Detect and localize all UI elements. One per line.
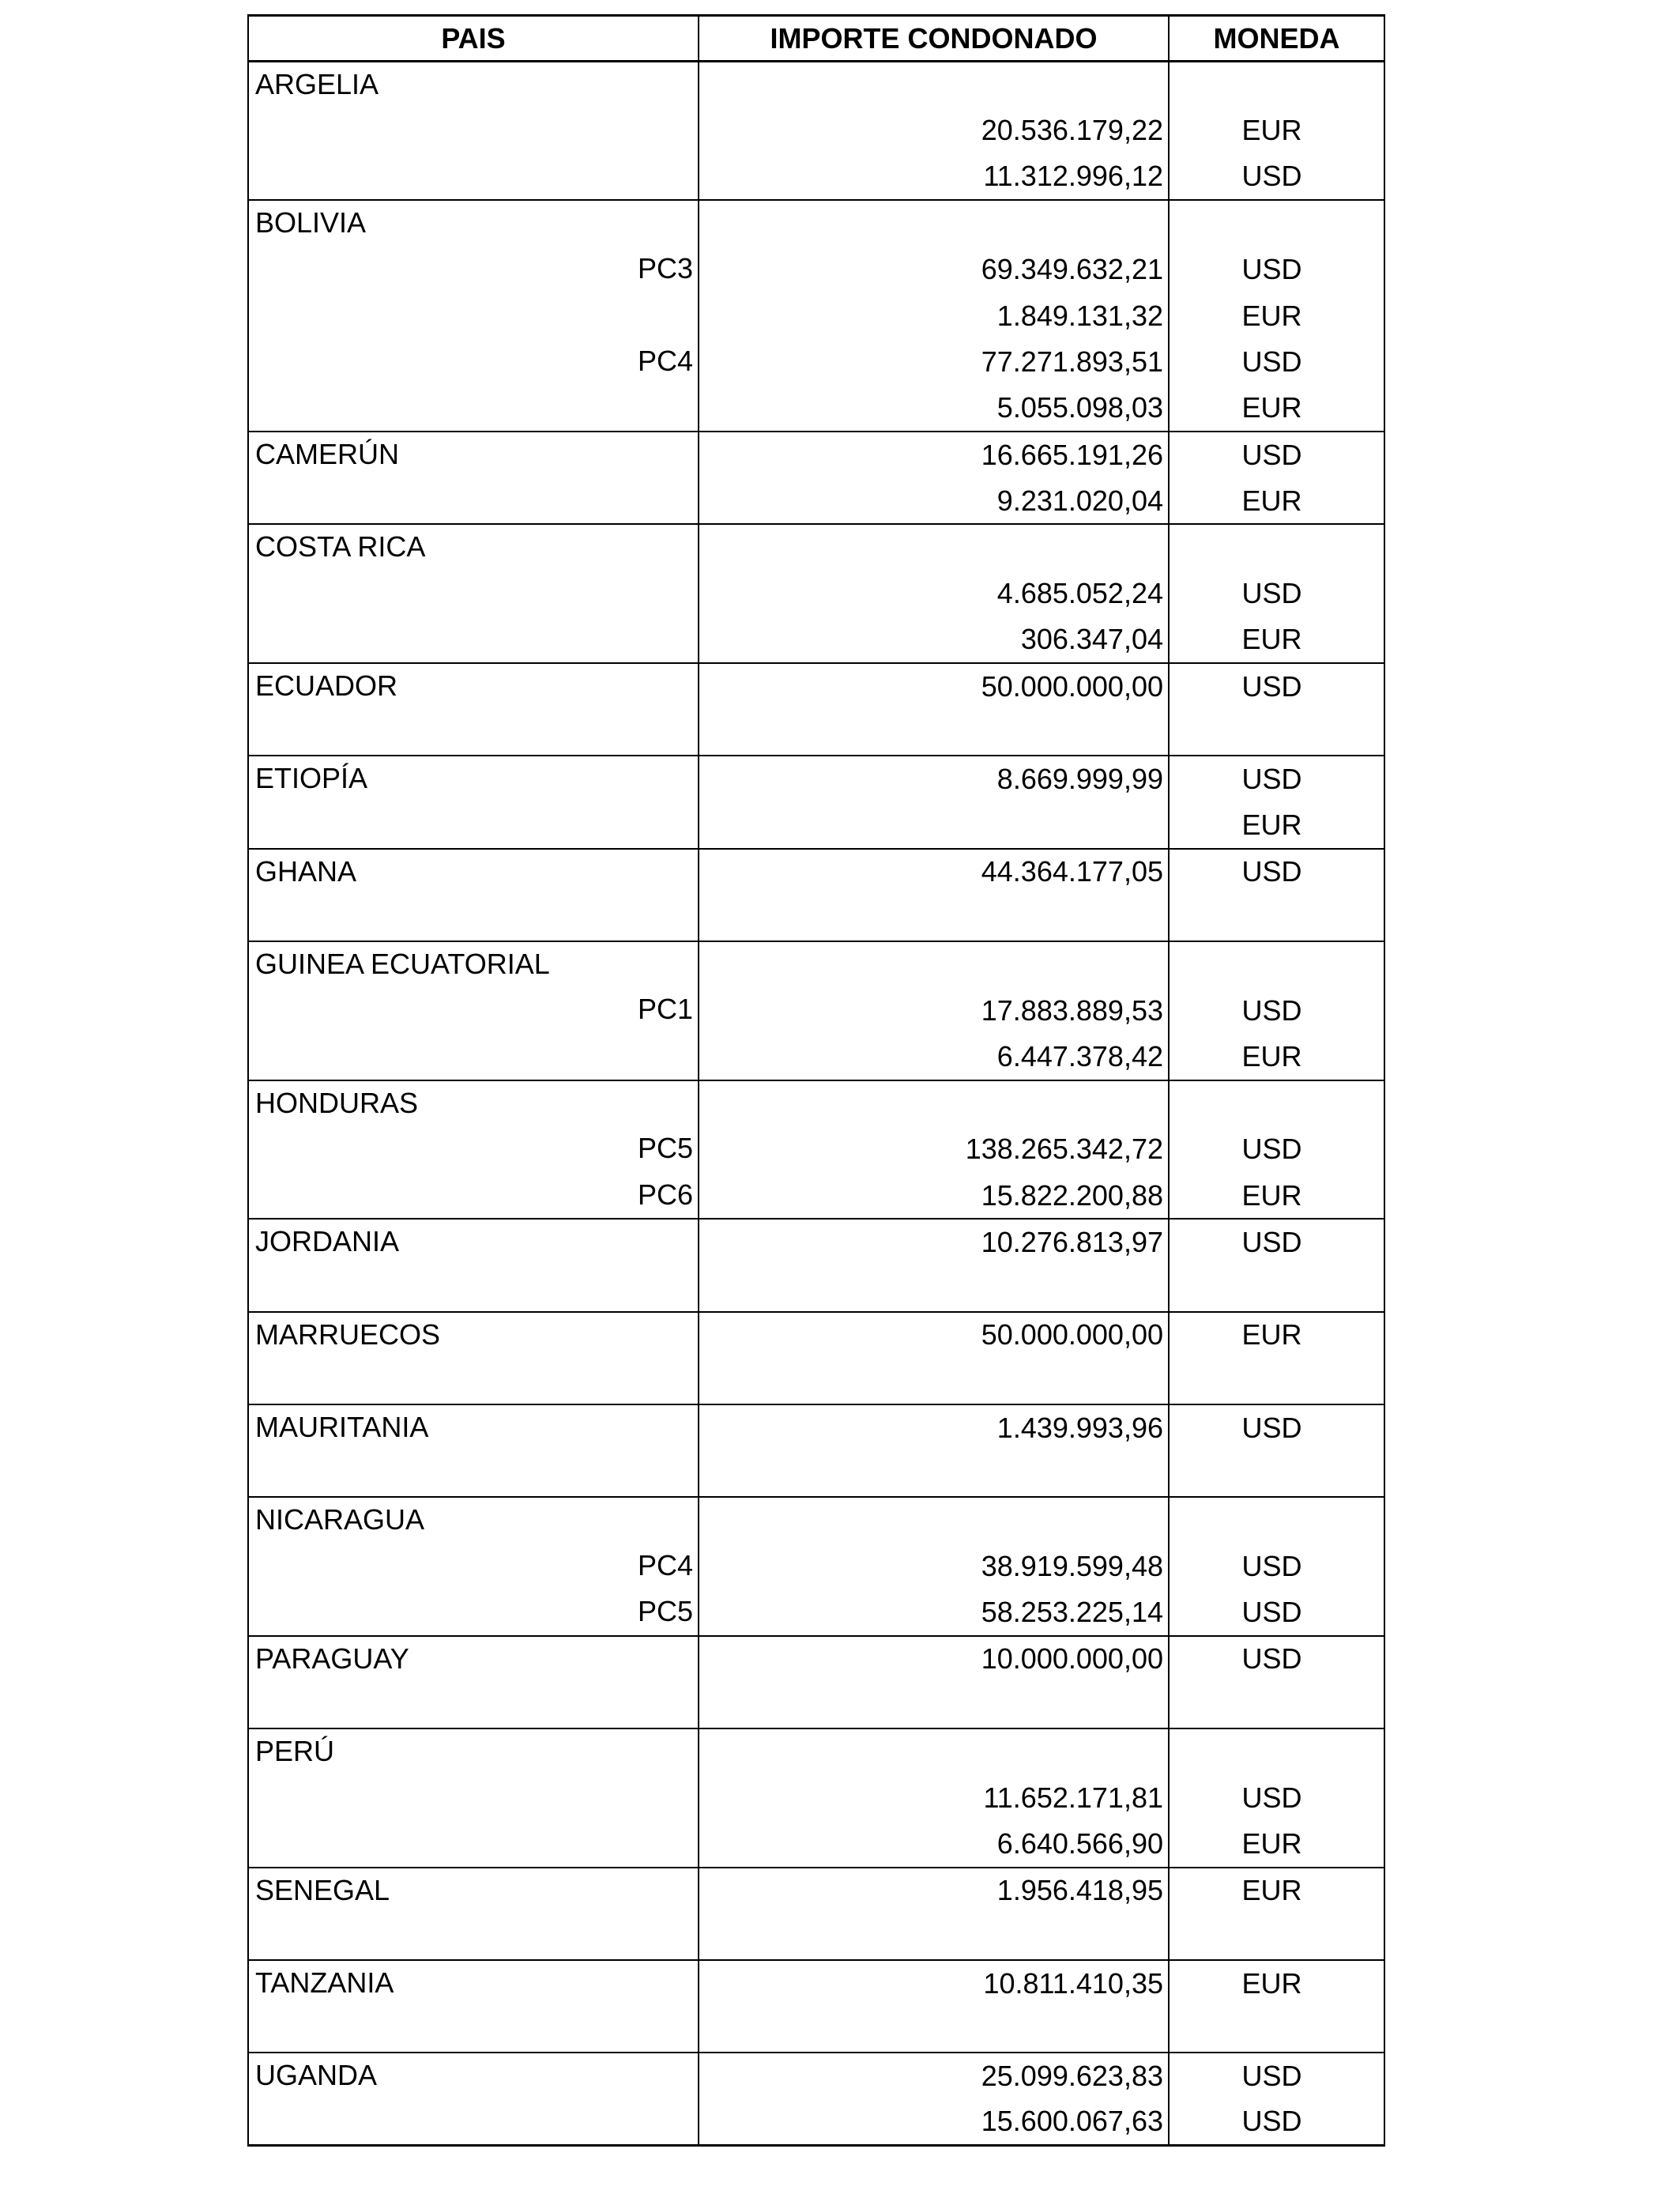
importe-cell [699, 200, 1169, 247]
moneda-cell: USD [1169, 339, 1384, 386]
pais-cell [248, 1080, 699, 1127]
importe-cell [699, 2006, 1169, 2053]
country-name: GUINEA ECUATORIAL [255, 947, 550, 980]
table-row [248, 2099, 1384, 2146]
importe-cell: 4.685.052,24 [699, 571, 1169, 617]
pais-cell [248, 386, 699, 432]
table-row [248, 1589, 1384, 1636]
moneda-cell: USD [1169, 571, 1384, 617]
pais-cell [248, 1821, 699, 1868]
moneda-cell: USD [1169, 154, 1384, 201]
table-row [248, 107, 1384, 154]
table-row [248, 524, 1384, 571]
importe-cell: 1.956.418,95 [699, 1868, 1169, 1914]
importe-cell: 6.640.566,90 [699, 1821, 1169, 1868]
country-name: NICARAGUA [255, 1502, 425, 1536]
moneda-cell [1169, 62, 1384, 108]
sub-program-label: PC1 [637, 993, 693, 1026]
pais-cell [248, 62, 699, 108]
table-row [248, 1219, 1384, 1265]
table-row [248, 386, 1384, 432]
moneda-cell: USD [1169, 1544, 1384, 1590]
moneda-cell: USD [1169, 1774, 1384, 1821]
table-row [248, 1173, 1384, 1220]
table-row [248, 1960, 1384, 2007]
importe-cell [699, 62, 1169, 108]
importe-cell: 15.822.200,88 [699, 1173, 1169, 1220]
table-row [248, 941, 1384, 988]
importe-cell: 25.099.623,83 [699, 2053, 1169, 2099]
pais-cell [248, 432, 699, 478]
country-name: CAMERÚN [255, 438, 400, 471]
moneda-cell [1169, 1358, 1384, 1404]
table-row [248, 432, 1384, 478]
importe-cell: 38.919.599,48 [699, 1544, 1169, 1590]
pais-cell [248, 1312, 699, 1359]
moneda-cell: EUR [1169, 107, 1384, 154]
importe-cell [699, 941, 1169, 988]
moneda-cell: USD [1169, 1219, 1384, 1265]
importe-cell: 11.312.996,12 [699, 154, 1169, 201]
moneda-cell: EUR [1169, 1312, 1384, 1359]
moneda-cell: USD [1169, 1589, 1384, 1636]
moneda-cell: USD [1169, 756, 1384, 802]
table-row [248, 247, 1384, 293]
sub-program-label: PC4 [637, 345, 693, 378]
table-row [248, 1821, 1384, 1868]
pais-cell [248, 1497, 699, 1544]
importe-cell: 138.265.342,72 [699, 1126, 1169, 1173]
pais-cell [248, 107, 699, 154]
table-row [248, 849, 1384, 895]
sub-program-label: PC6 [637, 1178, 693, 1211]
moneda-cell: EUR [1169, 1173, 1384, 1220]
table-row [248, 663, 1384, 710]
table-row [248, 1312, 1384, 1359]
table-row [248, 200, 1384, 247]
pais-cell [248, 941, 699, 988]
table-row [248, 571, 1384, 617]
table-row [248, 802, 1384, 849]
table-row [248, 1265, 1384, 1312]
importe-cell: 10.000.000,00 [699, 1636, 1169, 1683]
table-row [248, 1774, 1384, 1821]
table-row [248, 617, 1384, 664]
table-row [248, 1682, 1384, 1728]
moneda-cell [1169, 941, 1384, 988]
country-name: TANZANIA [255, 1966, 394, 1999]
importe-cell: 9.231.020,04 [699, 478, 1169, 525]
pais-cell [248, 524, 699, 571]
table-row [248, 154, 1384, 201]
country-name: ETIOPÍA [255, 762, 368, 795]
importe-cell [699, 710, 1169, 756]
country-name: GHANA [255, 854, 357, 888]
pais-cell [248, 1404, 699, 1451]
pais-cell [248, 154, 699, 201]
country-name: PERÚ [255, 1734, 335, 1767]
pais-cell [248, 478, 699, 525]
table-body [248, 62, 1384, 2146]
pais-cell [248, 1358, 699, 1404]
table-row [248, 756, 1384, 802]
moneda-cell: EUR [1169, 292, 1384, 339]
pais-cell [248, 895, 699, 941]
importe-cell: 10.276.813,97 [699, 1219, 1169, 1265]
importe-cell: 6.447.378,42 [699, 1034, 1169, 1080]
moneda-cell: USD [1169, 663, 1384, 710]
importe-cell [699, 1913, 1169, 1960]
header-moneda: MONEDA [1169, 16, 1384, 62]
country-name: MARRUECOS [255, 1318, 441, 1351]
country-name: SENEGAL [255, 1873, 390, 1906]
table-row [248, 895, 1384, 941]
importe-cell: 77.271.893,51 [699, 339, 1169, 386]
pais-cell [248, 756, 699, 802]
moneda-cell: EUR [1169, 1821, 1384, 1868]
country-name: JORDANIA [255, 1225, 400, 1258]
moneda-cell [1169, 1682, 1384, 1728]
importe-cell [699, 1265, 1169, 1312]
moneda-cell: EUR [1169, 478, 1384, 525]
pais-cell [248, 710, 699, 756]
pais-cell [248, 2006, 699, 2053]
importe-cell: 58.253.225,14 [699, 1589, 1169, 1636]
pais-cell [248, 663, 699, 710]
moneda-cell [1169, 1265, 1384, 1312]
table-row [248, 1913, 1384, 1960]
sub-program-label: PC4 [637, 1548, 693, 1581]
country-name: UGANDA [255, 2059, 378, 2092]
importe-cell: 10.811.410,35 [699, 1960, 1169, 2007]
pais-cell [248, 987, 699, 1034]
table-row [248, 1868, 1384, 1914]
table-row [248, 987, 1384, 1034]
pais-cell [248, 1265, 699, 1312]
moneda-cell: EUR [1169, 802, 1384, 849]
moneda-cell [1169, 1497, 1384, 1544]
importe-cell [699, 1450, 1169, 1497]
table-row [248, 1544, 1384, 1590]
importe-cell [699, 1080, 1169, 1127]
pais-cell [248, 247, 699, 293]
pais-cell [248, 1544, 699, 1590]
moneda-cell: USD [1169, 2053, 1384, 2099]
moneda-cell: EUR [1169, 1034, 1384, 1080]
importe-cell: 8.669.999,99 [699, 756, 1169, 802]
table-row [248, 710, 1384, 756]
importe-cell [699, 802, 1169, 849]
country-name: ECUADOR [255, 669, 398, 703]
importe-cell: 11.652.171,81 [699, 1774, 1169, 1821]
table-row [248, 1126, 1384, 1173]
pais-cell [248, 1219, 699, 1265]
moneda-cell: EUR [1169, 617, 1384, 664]
importe-cell: 15.600.067,63 [699, 2099, 1169, 2146]
sub-program-label: PC5 [637, 1595, 693, 1628]
importe-cell: 1.849.131,32 [699, 292, 1169, 339]
moneda-cell: EUR [1169, 1960, 1384, 2007]
country-name: ARGELIA [255, 68, 379, 100]
moneda-cell [1169, 1728, 1384, 1775]
pais-cell [248, 2099, 699, 2146]
country-name: PARAGUAY [255, 1642, 409, 1675]
table-row [248, 1080, 1384, 1127]
moneda-cell: USD [1169, 1126, 1384, 1173]
country-name: MAURITANIA [255, 1410, 429, 1443]
moneda-cell: USD [1169, 432, 1384, 478]
pais-cell [248, 2053, 699, 2099]
table-row [248, 1636, 1384, 1683]
pais-cell [248, 1450, 699, 1497]
table-row [248, 2006, 1384, 2053]
sub-program-label: PC5 [637, 1132, 693, 1165]
importe-cell [699, 1682, 1169, 1728]
importe-cell [699, 1728, 1169, 1775]
moneda-cell [1169, 710, 1384, 756]
pais-cell [248, 339, 699, 386]
moneda-cell [1169, 895, 1384, 941]
pais-cell [248, 571, 699, 617]
moneda-cell: USD [1169, 1636, 1384, 1683]
pais-cell [248, 1034, 699, 1080]
importe-cell [699, 895, 1169, 941]
importe-cell: 5.055.098,03 [699, 386, 1169, 432]
pais-cell [248, 1636, 699, 1683]
moneda-cell [1169, 1450, 1384, 1497]
table-row [248, 339, 1384, 386]
table-row [248, 1497, 1384, 1544]
country-name: BOLIVIA [255, 206, 367, 239]
country-name: HONDURAS [255, 1086, 419, 1119]
pais-cell [248, 617, 699, 664]
pais-cell [248, 292, 699, 339]
moneda-cell [1169, 1913, 1384, 1960]
moneda-cell: USD [1169, 849, 1384, 895]
sub-program-label: PC3 [637, 251, 693, 285]
importe-cell: 306.347,04 [699, 617, 1169, 664]
pais-cell [248, 1589, 699, 1636]
moneda-cell: EUR [1169, 386, 1384, 432]
pais-cell [248, 802, 699, 849]
moneda-cell: EUR [1169, 1868, 1384, 1914]
table-row [248, 1034, 1384, 1080]
importe-cell: 50.000.000,00 [699, 1312, 1169, 1359]
pais-cell [248, 1126, 699, 1173]
table-row [248, 1450, 1384, 1497]
moneda-cell [1169, 524, 1384, 571]
importe-cell [699, 1358, 1169, 1404]
header-importe-condonado: IMPORTE CONDONADO [699, 16, 1169, 62]
table-row [248, 2053, 1384, 2099]
pais-cell [248, 849, 699, 895]
importe-cell: 16.665.191,26 [699, 432, 1169, 478]
importe-cell: 69.349.632,21 [699, 247, 1169, 293]
table-row [248, 478, 1384, 525]
debt-relief-table [247, 14, 1385, 2147]
pais-cell [248, 1728, 699, 1775]
moneda-cell: USD [1169, 1404, 1384, 1451]
header-pais: PAIS [248, 16, 699, 62]
importe-cell: 50.000.000,00 [699, 663, 1169, 710]
pais-cell [248, 1173, 699, 1220]
table-row [248, 1404, 1384, 1451]
moneda-cell [1169, 200, 1384, 247]
importe-cell [699, 1497, 1169, 1544]
pais-cell [248, 1913, 699, 1960]
pais-cell [248, 1960, 699, 2007]
table-row [248, 1728, 1384, 1775]
importe-cell: 44.364.177,05 [699, 849, 1169, 895]
country-name: COSTA RICA [255, 530, 426, 564]
importe-cell [699, 524, 1169, 571]
table-row [248, 292, 1384, 339]
moneda-cell: USD [1169, 2099, 1384, 2146]
table-row [248, 62, 1384, 108]
moneda-cell: USD [1169, 987, 1384, 1034]
pais-cell [248, 1868, 699, 1914]
pais-cell [248, 1774, 699, 1821]
header-row [248, 16, 1384, 62]
importe-cell: 17.883.889,53 [699, 987, 1169, 1034]
importe-cell: 20.536.179,22 [699, 107, 1169, 154]
moneda-cell: USD [1169, 247, 1384, 293]
moneda-cell [1169, 1080, 1384, 1127]
pais-cell [248, 200, 699, 247]
table-row [248, 1358, 1384, 1404]
moneda-cell [1169, 2006, 1384, 2053]
importe-cell: 1.439.993,96 [699, 1404, 1169, 1451]
pais-cell [248, 1682, 699, 1728]
